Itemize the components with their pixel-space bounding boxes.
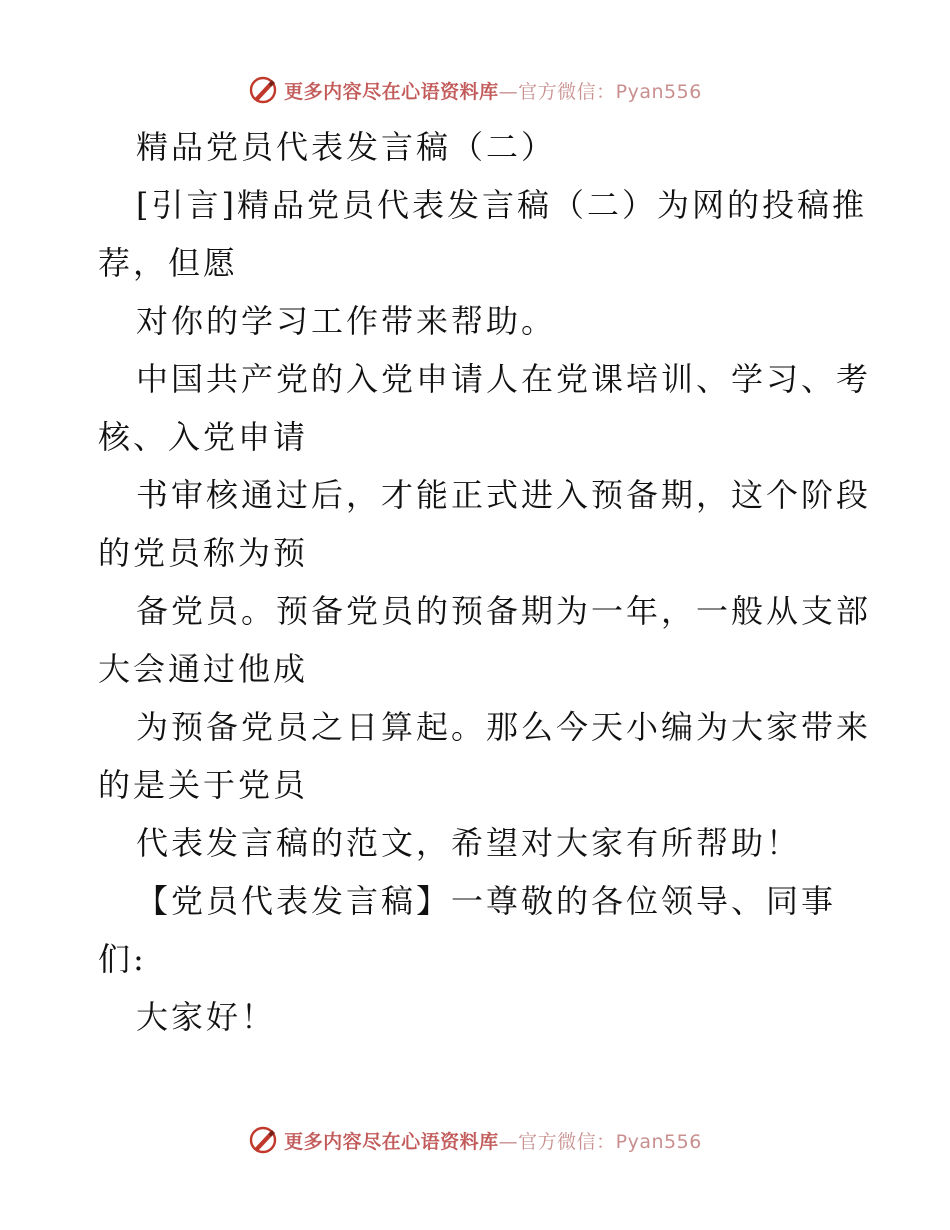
doc-line: 大会通过他成 — [98, 650, 309, 688]
document-body — [98, 118, 872, 1046]
footer-banner-suffix: —官方微信：Pyan556 — [498, 1130, 702, 1153]
doc-line: 大家好！ — [136, 998, 277, 1036]
header-banner-suffix: —官方微信：Pyan556 — [498, 80, 702, 103]
doc-line: 备党员。预备党员的预备期为一年，一般从支部 — [136, 592, 872, 630]
doc-line: 核、入党申请 — [98, 418, 309, 456]
doc-line: 们: — [98, 940, 147, 978]
doc-line: 书审核通过后，才能正式进入预备期，这个阶段 — [136, 476, 872, 514]
doc-line: 为预备党员之日算起。那么今天小编为大家带来 — [136, 708, 872, 746]
doc-line: 对你的学习工作带来帮助。 — [136, 302, 557, 340]
doc-line: 的是关于党员 — [98, 766, 309, 804]
doc-line: 的党员称为预 — [98, 534, 309, 572]
footer-banner-prefix: 更多内容尽在心语资料库 — [284, 1130, 499, 1153]
pen-logo-icon — [248, 75, 278, 105]
doc-title: 精品党员代表发言稿（二） — [136, 128, 557, 166]
pen-logo-icon — [248, 1125, 278, 1155]
doc-line: [引言]精品党员代表发言稿（二）为网的投稿推 — [136, 186, 867, 224]
footer-banner — [0, 1120, 950, 1160]
header-banner-prefix: 更多内容尽在心语资料库 — [284, 80, 499, 103]
doc-line: 荐，但愿 — [98, 244, 239, 282]
doc-line: 中国共产党的入党申请人在党课培训、学习、考 — [136, 360, 872, 398]
doc-line: 代表发言稿的范文，希望对大家有所帮助！ — [136, 824, 802, 862]
header-banner — [0, 70, 950, 110]
doc-line: 【党员代表发言稿】一尊敬的各位领导、同事 — [136, 882, 837, 920]
